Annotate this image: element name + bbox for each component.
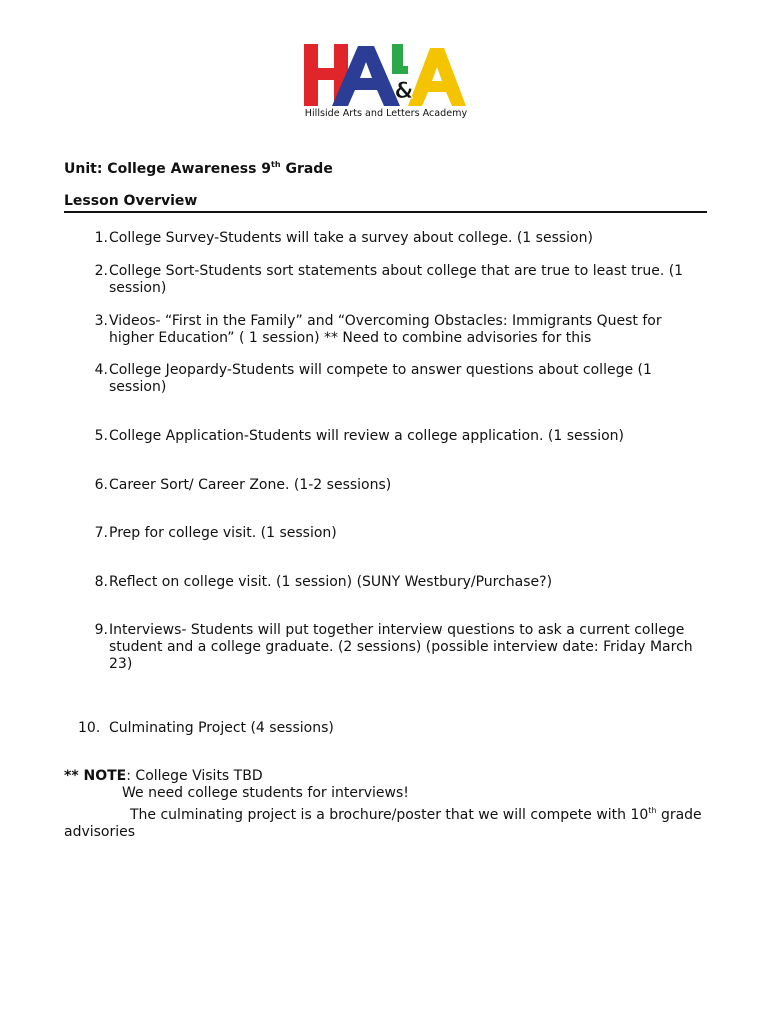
- lesson-item-number: 2.: [94, 263, 108, 279]
- lesson-item-text: College Survey-Students will take a survey about college. (1 session): [109, 230, 593, 246]
- note-advisories: advisories: [64, 824, 136, 840]
- lesson-item-text: Prep for college visit. (1 session): [109, 525, 337, 541]
- note-project-grade: grade: [656, 807, 702, 823]
- lesson-item-number: 4.: [94, 362, 108, 378]
- lesson-item-text: Reflect on college visit. (1 session) (SUNY Westbury/Purchase?): [109, 574, 553, 590]
- lesson-item-text: Career Sort/ Career Zone. (1-2 sessions): [109, 477, 392, 493]
- lesson-item-text: Culminating Project (4 sessions): [109, 720, 334, 736]
- lesson-item-text: College Application-Students will review a college application. (1 session): [109, 428, 624, 444]
- logo-ampersand: &: [394, 79, 414, 104]
- unit-title: [64, 160, 333, 177]
- note-block: [64, 768, 724, 841]
- lesson-item-number: 6.: [94, 477, 108, 493]
- lesson-item-number: 5.: [94, 428, 108, 444]
- school-logo: [304, 42, 468, 124]
- unit-title-suffix: Grade: [280, 161, 333, 177]
- lesson-item-text: Videos- “First in the Family” and “Overcoming Obstacles: Immigrants Quest for higher Education” ( 1 session) ** Need to combine advisories for this: [109, 313, 662, 346]
- note-culminating-project: [64, 802, 724, 824]
- note-project-text: The culminating project is a brochure/poster that we will compete with 10: [130, 807, 649, 823]
- unit-title-prefix: Unit: College Awareness 9: [64, 161, 272, 177]
- note-interviews: We need college students for interviews!: [122, 785, 409, 801]
- logo-caption: Hillside Arts and Letters Academy: [304, 108, 468, 119]
- lesson-item-number: 3.: [94, 313, 108, 329]
- note-label: ** NOTE: [64, 768, 127, 784]
- lesson-item-text: Interviews- Students will put together interview questions to ask a current college student and a college graduate. (2 sessions) (possible interview date: Friday March 23): [109, 622, 693, 672]
- lesson-item-number: 8.: [94, 574, 108, 590]
- lesson-overview-heading: Lesson Overview: [64, 193, 198, 209]
- lesson-item-text: College Jeopardy-Students will compete to answer questions about college (1 session): [109, 362, 652, 395]
- lesson-item-number: 1.: [94, 230, 108, 246]
- lesson-item-number: 10.: [78, 720, 101, 736]
- note-line: [64, 768, 724, 785]
- note-college-visits: : College Visits TBD: [126, 768, 263, 784]
- lesson-item-text: College Sort-Students sort statements about college that are true to least true. (1 session): [109, 263, 684, 296]
- note-project-superscript: th: [648, 806, 657, 815]
- lesson-item-number: 9.: [94, 622, 108, 638]
- logo-letter-l: [392, 44, 408, 74]
- heading-underline: [64, 211, 707, 213]
- hala-logo-graphic: [304, 42, 468, 108]
- lesson-item-number: 7.: [94, 525, 108, 541]
- unit-title-superscript: th: [271, 160, 281, 169]
